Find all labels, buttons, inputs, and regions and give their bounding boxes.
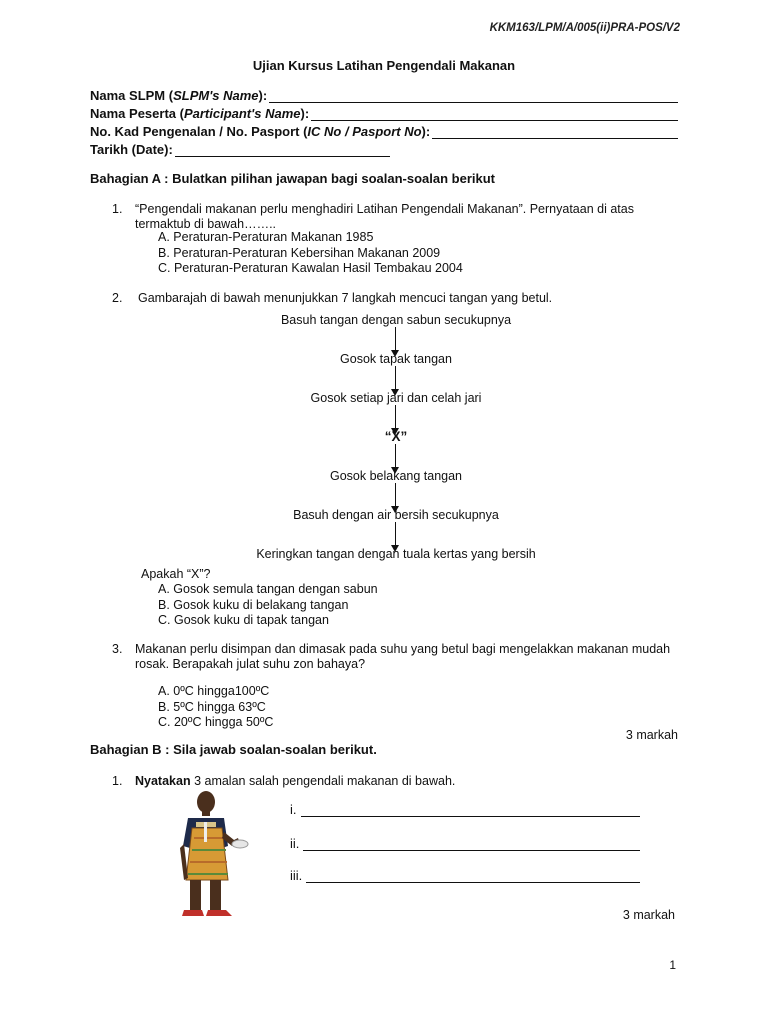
q1-number: 1. [112,202,123,216]
section-b-title: Bahagian B : Sila jawab soalan-soalan berikut. [90,742,377,757]
q3-text-line1: Makanan perlu disimpan dan dimasak pada suhu yang betul bagi mengelakkan makanan mudah [135,642,671,656]
q2-option-c[interactable]: C. Gosok kuku di tapak tangan [158,613,329,627]
q3-option-a[interactable]: A. 0ºC hingga100ºC [158,684,270,698]
participant-name-field[interactable] [90,106,678,121]
section-b-marks: 3 markah [622,908,675,922]
flow-step-3: Gosok setiap jari dan celah jari [310,391,482,405]
date-blank-line[interactable] [175,144,390,157]
q1-text-line1: “Pengendali makanan perlu menghadiri Latihan Pengendali Makanan”. Pernyataan di atas [135,202,634,216]
q2-question: Apakah “X”? [141,567,211,581]
peserta-label-italic: Participant's Name [183,106,301,121]
q2-option-a[interactable]: A. Gosok semula tangan dengan sabun [158,582,378,596]
slpm-label-post: ): [258,88,268,103]
q2-options [158,582,378,629]
q3-number: 3. [112,642,123,656]
peserta-blank-line[interactable] [311,108,678,121]
ic-label-italic: IC No / Pasport No [307,124,422,139]
q3-text [135,642,680,672]
q2-text: Gambarajah di bawah menunjukkan 7 langkah mencuci tangan yang betul. [138,291,553,305]
answer-line-iii[interactable] [290,868,640,883]
section-a-marks: 3 markah [625,728,678,742]
q1-text [135,202,680,232]
page-title: Ujian Kursus Latihan Pengendali Makanan [252,58,516,73]
date-field[interactable] [90,142,390,157]
ic-label-pre: No. Kad Pengenalan / No. Pasport ( [90,124,308,139]
q2-option-b[interactable]: B. Gosok kuku di belakang tangan [158,597,349,612]
b-q1-bold: Nyatakan [135,774,191,788]
ic-blank-line[interactable] [432,126,678,139]
page-number: 1 [669,958,676,972]
ic-number-field[interactable] [90,124,678,139]
q3-option-c[interactable]: C. 20ºC hingga 50ºC [158,715,274,729]
answer-label-iii: iii. [290,868,303,883]
q1-option-a[interactable]: A. Peraturan-Peraturan Makanan 1985 [158,230,374,244]
document-code: KKM163/LPM/A/005(ii)PRA-POS/V2 [489,22,680,34]
date-label: Tarikh (Date): [90,142,173,157]
b-q1-number: 1. [112,774,123,788]
flow-step-5: Gosok belakang tangan [329,469,463,483]
slpm-name-field[interactable] [90,88,678,103]
q1-text-line2: termaktub di bawah…….. [135,217,277,231]
flow-step-2: Gosok tapak tangan [340,352,452,366]
answer-label-ii: ii. [290,836,300,851]
q1-options [158,230,463,277]
q1-option-b[interactable]: B. Peraturan-Peraturan Kebersihan Makanan 2009 [158,245,441,260]
slpm-label-pre: Nama SLPM ( [90,88,174,103]
ic-label-post: ): [421,124,431,139]
peserta-label-pre: Nama Peserta ( [90,106,184,121]
food-handler-illustration [176,788,256,923]
b-q1-text [135,774,455,788]
q3-text-line2: rosak. Berapakah julat suhu zon bahaya? [135,657,366,671]
slpm-blank-line[interactable] [269,90,678,103]
answer-blank-ii[interactable] [303,838,640,851]
flow-step-1: Basuh tangan dengan sabun secukupnya [280,313,512,327]
answer-blank-i[interactable] [301,804,641,817]
q2-number: 2. [112,291,123,305]
section-a-title: Bahagian A : Bulatkan pilihan jawapan bagi soalan-soalan berikut [90,171,496,186]
answer-line-i[interactable] [290,802,640,817]
q3-options [158,684,273,731]
q3-option-b[interactable]: B. 5ºC hingga 63ºC [158,699,266,714]
flow-step-6: Basuh dengan air bersih secukupnya [293,508,499,522]
answer-blank-iii[interactable] [306,870,640,883]
slpm-label-italic: SLPM's Name [173,88,259,103]
b-q1-rest: 3 amalan salah pengendali makanan di bawah. [190,774,456,788]
answer-label-i: i. [290,802,297,817]
flow-step-x: “X” [384,429,408,444]
flow-step-7: Keringkan tangan dengan tuala kertas yang bersih [256,547,536,561]
peserta-label-post: ): [300,106,310,121]
q1-option-c[interactable]: C. Peraturan-Peraturan Kawalan Hasil Tembakau 2004 [158,261,463,275]
answer-line-ii[interactable] [290,836,640,851]
